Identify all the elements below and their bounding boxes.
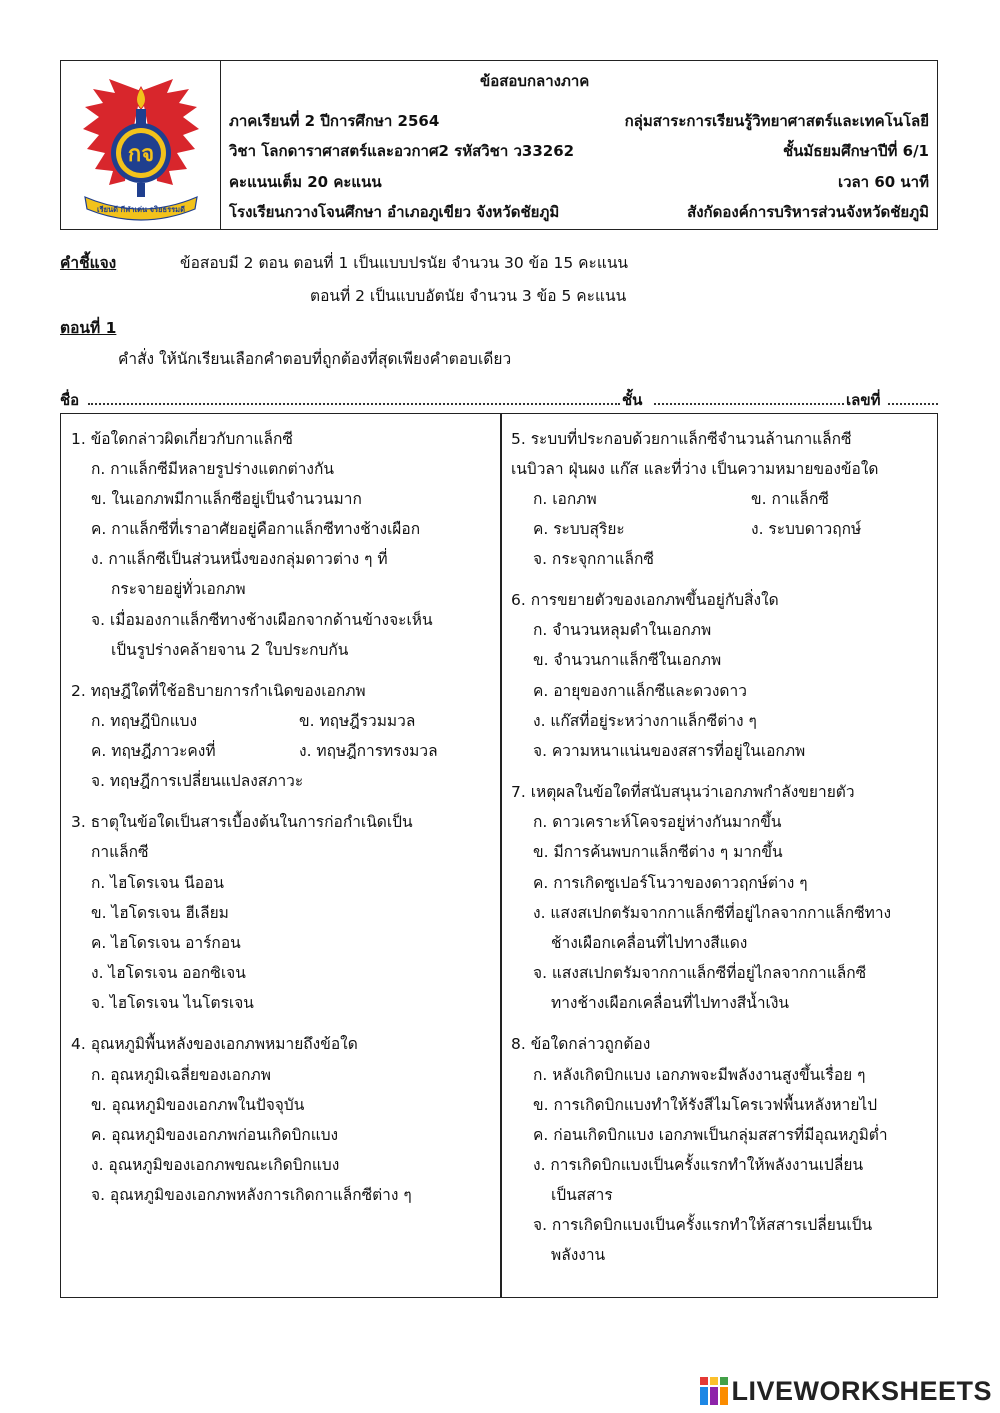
svg-text:กจ: กจ xyxy=(127,142,155,167)
choice-c[interactable]: ค. อายุของกาแล็กซีและดวงดาว xyxy=(533,682,747,700)
school-text: โรงเรียนกวางโจนศึกษา อำเภอภูเขียว จังหวัดชัยภูมิ xyxy=(229,203,560,221)
choice-a[interactable]: ก. อุณหภูมิเฉลี่ยของเอกภพ xyxy=(91,1066,271,1084)
choice-d-cont: ช้างเผือกเคลื่อนที่ไปทางสีแดง xyxy=(551,934,748,952)
number-label: เลขที่ xyxy=(846,391,881,409)
question-stem: 1. ข้อใดกล่าวผิดเกี่ยวกับกาแล็กซี xyxy=(71,430,293,448)
choice-e-cont: เป็นรูปร่างคล้ายจาน 2 ใบประกบกัน xyxy=(111,641,349,659)
choice-d[interactable]: ง. แก๊สที่อยู่ระหว่างกาแล็กซีต่าง ๆ xyxy=(533,712,757,730)
number-field[interactable] xyxy=(888,403,938,405)
choice-d-cont: เป็นสสาร xyxy=(551,1186,613,1204)
semester-text: ภาคเรียนที่ 2 ปีการศึกษา 2564 xyxy=(229,112,440,130)
name-field[interactable] xyxy=(88,403,620,405)
choice-c[interactable]: ค. ก่อนเกิดบิกแบง เอกภพเป็นกลุ่มสสารที่มีอุณหภูมิต่ำ xyxy=(533,1126,888,1144)
exam-title: ข้อสอบกลางภาค xyxy=(480,72,590,90)
choice-d-cont: กระจายอยู่ทั่วเอกภพ xyxy=(111,580,246,598)
question-stem: 5. ระบบที่ประกอบด้วยกาแล็กซีจำนวนล้านกาแล็กซี xyxy=(511,430,852,448)
choice-a[interactable]: ก. เอกภพ xyxy=(533,490,597,508)
choice-c[interactable]: ค. ระบบสุริยะ xyxy=(533,520,625,538)
subject-text: วิชา โลกดาราศาสตร์และอวกาศ2 รหัสวิชา ว33262 xyxy=(229,142,575,160)
choice-d[interactable]: ง. แสงสเปกตรัมจากกาแล็กซีที่อยู่ไกลจากกาแล็กซีทาง xyxy=(533,904,892,922)
choice-b[interactable]: ข. ทฤษฎีรวมมวล xyxy=(299,712,416,730)
class-field[interactable] xyxy=(654,403,844,405)
choice-e[interactable]: จ. เมื่อมองกาแล็กซีทางช้างเผือกจากด้านข้างจะเห็น xyxy=(91,611,433,629)
score-text: คะแนนเต็ม 20 คะแนน xyxy=(229,173,382,191)
choice-e[interactable]: จ. กระจุกกาแล็กซี xyxy=(533,550,654,568)
choice-d[interactable]: ง. การเกิดบิกแบงเป็นครั้งแรกทำให้พลังงานเปลี่ยน xyxy=(533,1156,864,1174)
choice-e[interactable]: จ. แสงสเปกตรัมจากกาแล็กซีที่อยู่ไกลจากกาแล็กซี xyxy=(533,964,867,982)
choice-a[interactable]: ก. ไฮโดรเจน นีออน xyxy=(91,874,224,892)
choice-d[interactable]: ง. อุณหภูมิของเอกภพขณะเกิดบิกแบง xyxy=(91,1156,340,1174)
choice-d[interactable]: ง. ระบบดาวฤกษ์ xyxy=(751,520,862,538)
choice-b[interactable]: ข. การเกิดบิกแบงทำให้รังสีไมโครเวฟพื้นหลังหายไป xyxy=(533,1096,878,1114)
question-stem: 7. เหตุผลในข้อใดที่สนับสนุนว่าเอกภพกำลังขยายตัว xyxy=(511,783,855,801)
choice-c[interactable]: ค. การเกิดซูเปอร์โนวาของดาวฤกษ์ต่าง ๆ xyxy=(533,874,808,892)
liveworksheets-wordmark: LIVEWORKSHEETS xyxy=(731,1375,992,1406)
choice-e[interactable]: จ. ทฤษฎีการเปลี่ยนแปลงสภาวะ xyxy=(91,772,304,790)
exam-header xyxy=(60,60,938,230)
choice-e-cont: พลังงาน xyxy=(551,1246,606,1264)
liveworksheets-logo[interactable] xyxy=(699,1376,992,1406)
part1-command: คำสั่ง ให้นักเรียนเลือกคำตอบที่ถูกต้องที่สุดเพียงคำตอบเดียว xyxy=(118,350,512,368)
question-stem: 3. ธาตุในข้อใดเป็นสารเบื้องต้นในการก่อกำเนิดเป็น xyxy=(71,813,413,831)
logo-motto: เรียนดี กีฬาเด่น จริยธรรมดี xyxy=(97,205,185,214)
choice-c[interactable]: ค. กาแล็กซีที่เราอาศัยอยู่คือกาแล็กซีทางช้างเผือก xyxy=(91,520,421,538)
instructions-label: คำชี้แจง xyxy=(60,254,117,272)
choice-a[interactable]: ก. ดาวเคราะห์โคจรอยู่ห่างกันมากขึ้น xyxy=(533,813,782,831)
question-stem: 4. อุณหภูมิพื้นหลังของเอกภพหมายถึงข้อใด xyxy=(71,1035,358,1053)
liveworksheets-icon xyxy=(699,1376,729,1406)
name-label: ชื่อ xyxy=(60,391,80,409)
part1-label: ตอนที่ 1 xyxy=(60,319,117,337)
class-label: ชั้น xyxy=(622,391,643,409)
choice-d[interactable]: ง. กาแล็กซีเป็นส่วนหนึ่งของกลุ่มดาวต่าง ๆ ที่ xyxy=(91,550,388,568)
choice-d[interactable]: ง. ไฮโดรเจน ออกซิเจน xyxy=(91,964,246,982)
choice-c[interactable]: ค. อุณหภูมิของเอกภพก่อนเกิดบิกแบง xyxy=(91,1126,339,1144)
subject-group-text: กลุ่มสาระการเรียนรู้วิทยาศาสตร์และเทคโนโลยี xyxy=(624,112,929,130)
time-text: เวลา 60 นาที xyxy=(837,173,929,191)
question-stem: 8. ข้อใดกล่าวถูกต้อง xyxy=(511,1035,651,1053)
choice-e[interactable]: จ. อุณหภูมิของเอกภพหลังการเกิดกาแล็กซีต่าง ๆ xyxy=(91,1186,412,1204)
choice-a[interactable]: ก. จำนวนหลุมดำในเอกภพ xyxy=(533,621,712,639)
choice-c[interactable]: ค. ทฤษฎีภาวะคงที่ xyxy=(91,742,216,760)
choice-b[interactable]: ข. จำนวนกาแล็กซีในเอกภพ xyxy=(533,651,722,669)
choice-a[interactable]: ก. กาแล็กซีมีหลายรูปร่างแตกต่างกัน xyxy=(91,460,334,478)
question-stem-cont: กาแล็กซี xyxy=(91,843,149,861)
logo-cell xyxy=(61,61,221,229)
choice-e[interactable]: จ. ความหนาแน่นของสสารที่อยู่ในเอกภพ xyxy=(533,742,806,760)
question-stem-cont: เนบิวลา ฝุ่นผง แก๊ส และที่ว่าง เป็นความหมายของข้อใด xyxy=(511,460,879,478)
school-logo xyxy=(79,73,203,221)
choice-b[interactable]: ข. มีการค้นพบกาแล็กซีต่าง ๆ มากขึ้น xyxy=(533,843,783,861)
choice-b[interactable]: ข. กาแล็กซี xyxy=(751,490,829,508)
choice-c[interactable]: ค. ไฮโดรเจน อาร์กอน xyxy=(91,934,241,952)
affiliation-text: สังกัดองค์การบริหารส่วนจังหวัดชัยภูมิ xyxy=(687,203,929,221)
question-stem: 2. ทฤษฎีใดที่ใช้อธิบายการกำเนิดของเอกภพ xyxy=(71,682,366,700)
instructions-line-2: ตอนที่ 2 เป็นแบบอัตนัย จำนวน 3 ข้อ 5 คะแนน xyxy=(310,287,627,305)
choice-e[interactable]: จ. การเกิดบิกแบงเป็นครั้งแรกทำให้สสารเปลี่ยนเป็น xyxy=(533,1216,873,1234)
choice-a[interactable]: ก. หลังเกิดบิกแบง เอกภพจะมีพลังงานสูงขึ้นเรื่อย ๆ xyxy=(533,1066,866,1084)
instructions-line-1: ข้อสอบมี 2 ตอน ตอนที่ 1 เป็นแบบปรนัย จำนวน 30 ข้อ 15 คะแนน xyxy=(180,254,629,272)
choice-a[interactable]: ก. ทฤษฎีบิกแบง xyxy=(91,712,198,730)
question-stem: 6. การขยายตัวของเอกภพขึ้นอยู่กับสิ่งใด xyxy=(511,591,779,609)
choice-b[interactable]: ข. อุณหภูมิของเอกภพในปัจจุบัน xyxy=(91,1096,305,1114)
student-info-row xyxy=(60,386,938,410)
choice-b[interactable]: ข. ไฮโดรเจน ฮีเลียม xyxy=(91,904,229,922)
choice-d[interactable]: ง. ทฤษฎีการทรงมวล xyxy=(299,742,438,760)
column-divider xyxy=(500,414,502,1297)
choice-b[interactable]: ข. ในเอกภพมีกาแล็กซีอยู่เป็นจำนวนมาก xyxy=(91,490,362,508)
grade-text: ชั้นมัธยมศึกษาปีที่ 6/1 xyxy=(782,142,929,160)
choice-e-cont: ทางช้างเผือกเคลื่อนที่ไปทางสีน้ำเงิน xyxy=(551,994,789,1012)
choice-e[interactable]: จ. ไฮโดรเจน ไนโตรเจน xyxy=(91,994,254,1012)
questions-box xyxy=(60,413,938,1298)
